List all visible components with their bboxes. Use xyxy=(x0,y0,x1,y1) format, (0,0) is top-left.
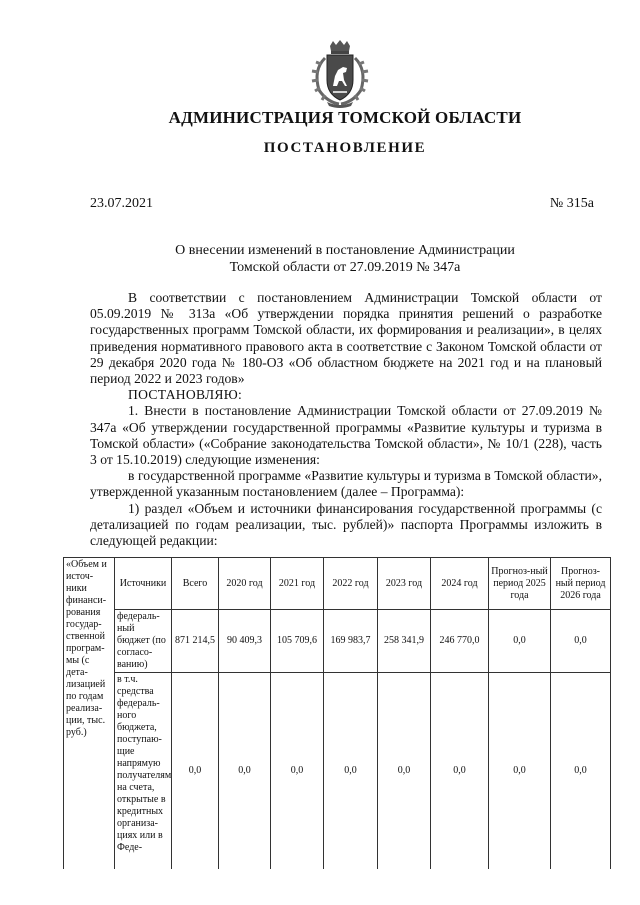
organization-title: АДМИНИСТРАЦИЯ ТОМСКОЙ ОБЛАСТИ xyxy=(168,108,522,127)
header-cell: Прогноз-ный период 2025 года xyxy=(489,558,551,610)
value-cell: 0,0 xyxy=(378,673,431,869)
value-cell: 258 341,9 xyxy=(378,610,431,673)
document-number: № 315а xyxy=(549,196,594,211)
value-cell: 871 214,5 xyxy=(172,610,219,673)
item-1-1-paragraph: 1) раздел «Объем и источники финансирования государственной программы (с детализацией по годам реализации, тыс. рублей)» паспорта Программы изложить в следующей редакции: xyxy=(90,500,602,549)
value-cell: 0,0 xyxy=(219,673,271,869)
resolve-heading: ПОСТАНОВЛЯЮ: xyxy=(128,387,243,403)
tomsk-coat-of-arms-icon xyxy=(305,40,375,108)
value-cell: 0,0 xyxy=(489,673,551,869)
value-cell: 0,0 xyxy=(431,673,489,869)
source-cell: в т.ч. средства федераль-ного бюджета, поступаю-щие напрямую получателям на счета, открытые в кредитных организа-циях или в Феде- xyxy=(115,673,172,869)
header-cell: Всего xyxy=(172,558,219,610)
header-cell: 2020 год xyxy=(219,558,271,610)
table-row xyxy=(64,610,611,673)
value-cell: 0,0 xyxy=(551,610,611,673)
document-subject xyxy=(150,242,540,276)
value-cell: 0,0 xyxy=(551,673,611,869)
value-cell: 0,0 xyxy=(324,673,378,869)
document-type-title: ПОСТАНОВЛЕНИЕ xyxy=(263,140,427,156)
subject-line-2: Томской области от 27.09.2019 № 347а xyxy=(229,260,461,275)
header-cell: Прогноз-ный период 2026 года xyxy=(551,558,611,610)
financing-table xyxy=(63,557,611,869)
value-cell: 0,0 xyxy=(489,610,551,673)
document-body xyxy=(90,290,602,549)
header-cell: 2021 год xyxy=(271,558,324,610)
source-cell: федераль-ный бюджет (по согласо-ванию) xyxy=(115,610,172,673)
document-date: 23.07.2021 xyxy=(90,196,153,211)
header-cell: Источники xyxy=(115,558,172,610)
financing-label-cell: «Объем и источ-ники финанси-рования государ-ственной програм-мы (с дета-лизацией по годам реализа-ции, тыс. руб.) xyxy=(64,558,115,869)
subject-line-1: О внесении изменений в постановление Администрации xyxy=(175,243,515,258)
header-cell: 2022 год xyxy=(324,558,378,610)
item-1-paragraph: 1. Внести в постановление Администрации Томской области от 27.09.2019 № 347а «Об утверждении государственной программы «Развитие культуры и туризма в Томской области» («Собрание законодательства Томской области», № 10/1 (228), часть 3 от 15.10.2019) следующие изменения: xyxy=(90,403,602,468)
preamble-paragraph: В соответствии с постановлением Администрации Томской области от 05.09.2019 № 313а «Об утверждении порядка принятия решений о разработке государственных программ Томской области, их формирования и реализации», в целях приведения нормативного правового акта в соответствие с Законом Томской области от 29 декабря 2020 года № 180-ОЗ «Об областном бюджете на 2021 год и на плановый период 2022 и 2023 годов» xyxy=(90,290,602,387)
table-header-row xyxy=(64,558,611,610)
value-cell: 105 709,6 xyxy=(271,610,324,673)
header-cell: 2023 год xyxy=(378,558,431,610)
header-cell: 2024 год xyxy=(431,558,489,610)
value-cell: 169 983,7 xyxy=(324,610,378,673)
value-cell: 0,0 xyxy=(172,673,219,869)
value-cell: 90 409,3 xyxy=(219,610,271,673)
item-1-scope-paragraph: в государственной программе «Развитие культуры и туризма в Томской области», утвержденной указанным постановлением (далее – Программа): xyxy=(90,468,602,500)
value-cell: 246 770,0 xyxy=(431,610,489,673)
table-row xyxy=(64,673,611,869)
value-cell: 0,0 xyxy=(271,673,324,869)
